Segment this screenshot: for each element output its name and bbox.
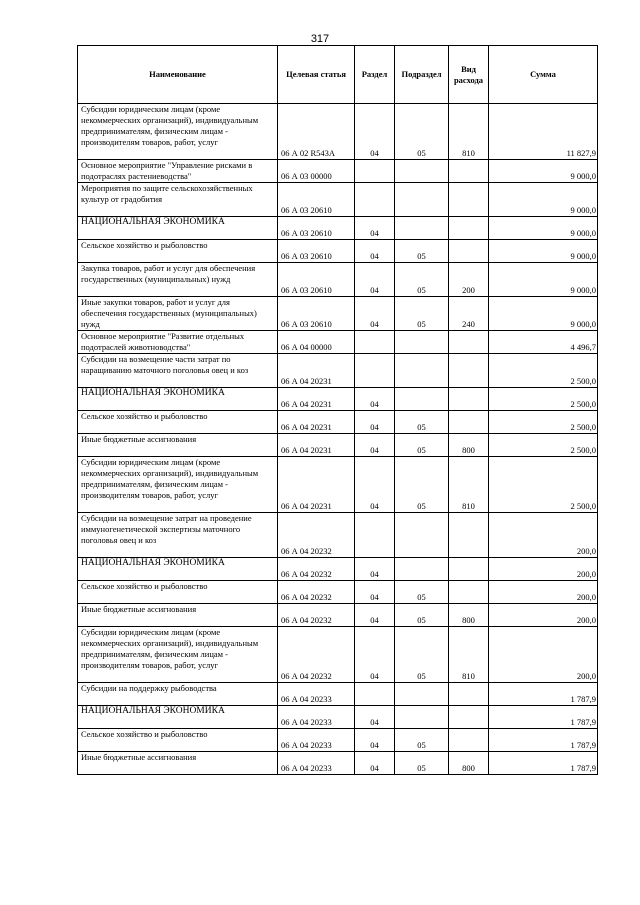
row-name-cell: НАЦИОНАЛЬНАЯ ЭКОНОМИКА: [78, 558, 278, 581]
row-name-cell: НАЦИОНАЛЬНАЯ ЭКОНОМИКА: [78, 388, 278, 411]
row-name-cell: НАЦИОНАЛЬНАЯ ЭКОНОМИКА: [78, 217, 278, 240]
row-sum-cell: 200,0: [489, 558, 598, 581]
row-kind-cell: 800: [449, 434, 489, 457]
row-section-cell: 04: [355, 752, 395, 775]
header-expense-kind: Вид расхода: [449, 46, 489, 104]
row-name-cell: Субсидии юридическим лицам (кроме некоммерческих организаций), индивидуальным предпринимателям, физическим лицам - производителям товаров, работ, услуг: [78, 104, 278, 160]
row-kind-cell: [449, 354, 489, 388]
row-name-cell: Субсидии на поддержку рыбоводства: [78, 683, 278, 706]
row-sum-cell: 1 787,9: [489, 683, 598, 706]
row-sum-cell: 9 000,0: [489, 240, 598, 263]
row-section-cell: 04: [355, 297, 395, 331]
row-subsection-cell: [395, 217, 449, 240]
table-row: [78, 581, 598, 604]
table-row: [78, 729, 598, 752]
row-section-cell: [355, 183, 395, 217]
row-kind-cell: [449, 706, 489, 729]
row-name-cell: Сельское хозяйство и рыболовство: [78, 411, 278, 434]
row-subsection-cell: [395, 183, 449, 217]
row-subsection-cell: 05: [395, 411, 449, 434]
row-subsection-cell: 05: [395, 104, 449, 160]
row-kind-cell: 800: [449, 752, 489, 775]
row-kind-cell: [449, 160, 489, 183]
row-section-cell: [355, 160, 395, 183]
row-target-cell: 06 А 04 20233: [278, 683, 355, 706]
row-subsection-cell: 05: [395, 457, 449, 513]
row-section-cell: 04: [355, 729, 395, 752]
budget-table: [77, 45, 598, 775]
row-subsection-cell: [395, 558, 449, 581]
header-sum: Сумма: [489, 46, 598, 104]
row-subsection-cell: 05: [395, 729, 449, 752]
row-name-cell: Иные бюджетные ассигнования: [78, 604, 278, 627]
row-sum-cell: 200,0: [489, 513, 598, 558]
table-row: [78, 354, 598, 388]
row-name-cell: Субсидии юридическим лицам (кроме некоммерческих организаций), индивидуальным предпринимателям, физическим лицам - производителям товаров, работ, услуг: [78, 457, 278, 513]
row-sum-cell: 2 500,0: [489, 354, 598, 388]
row-subsection-cell: [395, 331, 449, 354]
header-subsection: Подраздел: [395, 46, 449, 104]
row-sum-cell: 2 500,0: [489, 411, 598, 434]
row-subsection-cell: [395, 683, 449, 706]
table-row: [78, 706, 598, 729]
row-section-cell: 04: [355, 434, 395, 457]
row-section-cell: 04: [355, 263, 395, 297]
table-row: [78, 411, 598, 434]
table-row: [78, 388, 598, 411]
row-section-cell: 04: [355, 457, 395, 513]
row-sum-cell: 2 500,0: [489, 457, 598, 513]
row-target-cell: 06 А 04 20231: [278, 411, 355, 434]
row-section-cell: [355, 354, 395, 388]
row-target-cell: 06 А 04 00000: [278, 331, 355, 354]
row-target-cell: 06 А 03 20610: [278, 263, 355, 297]
row-kind-cell: 240: [449, 297, 489, 331]
row-sum-cell: 200,0: [489, 627, 598, 683]
row-sum-cell: 1 787,9: [489, 752, 598, 775]
row-target-cell: 06 А 04 20233: [278, 729, 355, 752]
row-target-cell: 06 А 04 20232: [278, 581, 355, 604]
header-section: Раздел: [355, 46, 395, 104]
row-target-cell: 06 А 04 20231: [278, 388, 355, 411]
row-name-cell: Субсидии на возмещение части затрат по наращиванию маточного поголовья овец и коз: [78, 354, 278, 388]
row-name-cell: Иные бюджетные ассигнования: [78, 434, 278, 457]
row-name-cell: Субсидии на возмещение затрат на проведение иммуногенетической экспертизы маточного поголовья овец и коз: [78, 513, 278, 558]
row-sum-cell: 9 000,0: [489, 183, 598, 217]
row-subsection-cell: 05: [395, 297, 449, 331]
page-number: 317: [310, 33, 330, 45]
row-sum-cell: 2 500,0: [489, 434, 598, 457]
row-target-cell: 06 А 04 20233: [278, 706, 355, 729]
table-row: [78, 683, 598, 706]
row-subsection-cell: [395, 388, 449, 411]
row-kind-cell: 810: [449, 457, 489, 513]
row-section-cell: 04: [355, 581, 395, 604]
row-subsection-cell: [395, 513, 449, 558]
row-target-cell: 06 А 04 20232: [278, 513, 355, 558]
row-section-cell: [355, 513, 395, 558]
row-section-cell: 04: [355, 217, 395, 240]
row-section-cell: 04: [355, 706, 395, 729]
row-subsection-cell: [395, 354, 449, 388]
row-target-cell: 06 А 04 20233: [278, 752, 355, 775]
table-row: [78, 160, 598, 183]
row-target-cell: 06 А 04 20231: [278, 434, 355, 457]
row-kind-cell: [449, 240, 489, 263]
row-section-cell: [355, 331, 395, 354]
row-name-cell: Иные бюджетные ассигнования: [78, 752, 278, 775]
row-name-cell: Основное мероприятие "Развитие отдельных подотраслей животноводства": [78, 331, 278, 354]
row-kind-cell: [449, 729, 489, 752]
row-name-cell: Субсидии юридическим лицам (кроме некоммерческих организаций), индивидуальным предпринимателям, физическим лицам - производителям товаров, работ, услуг: [78, 627, 278, 683]
table-row: [78, 752, 598, 775]
row-subsection-cell: [395, 706, 449, 729]
row-target-cell: 06 А 03 20610: [278, 217, 355, 240]
row-target-cell: 06 А 04 20232: [278, 558, 355, 581]
header-name: Наименование: [78, 46, 278, 104]
row-subsection-cell: 05: [395, 263, 449, 297]
row-kind-cell: [449, 683, 489, 706]
row-subsection-cell: 05: [395, 581, 449, 604]
table-row: [78, 513, 598, 558]
row-kind-cell: [449, 513, 489, 558]
row-section-cell: 04: [355, 104, 395, 160]
row-sum-cell: 1 787,9: [489, 729, 598, 752]
row-name-cell: Иные закупки товаров, работ и услуг для обеспечения государственных (муниципальных) нужд: [78, 297, 278, 331]
row-target-cell: 06 А 02 R543A: [278, 104, 355, 160]
table-row: [78, 240, 598, 263]
row-kind-cell: 810: [449, 104, 489, 160]
table-header-row: [78, 46, 598, 104]
row-kind-cell: [449, 217, 489, 240]
row-sum-cell: 9 000,0: [489, 297, 598, 331]
row-sum-cell: 4 496,7: [489, 331, 598, 354]
row-target-cell: 06 А 03 20610: [278, 297, 355, 331]
row-sum-cell: 200,0: [489, 581, 598, 604]
row-subsection-cell: [395, 160, 449, 183]
row-kind-cell: 200: [449, 263, 489, 297]
table-row: [78, 183, 598, 217]
row-subsection-cell: 05: [395, 752, 449, 775]
row-kind-cell: [449, 558, 489, 581]
row-kind-cell: 800: [449, 604, 489, 627]
row-name-cell: Сельское хозяйство и рыболовство: [78, 240, 278, 263]
row-name-cell: НАЦИОНАЛЬНАЯ ЭКОНОМИКА: [78, 706, 278, 729]
table-row: [78, 263, 598, 297]
row-name-cell: Мероприятия по защите сельскохозяйственных культур от градобития: [78, 183, 278, 217]
row-sum-cell: 11 827,9: [489, 104, 598, 160]
row-name-cell: Закупка товаров, работ и услуг для обеспечения государственных (муниципальных) нужд: [78, 263, 278, 297]
row-section-cell: 04: [355, 411, 395, 434]
row-target-cell: 06 А 03 20610: [278, 240, 355, 263]
row-sum-cell: 9 000,0: [489, 160, 598, 183]
row-target-cell: 06 А 04 20232: [278, 604, 355, 627]
row-section-cell: [355, 683, 395, 706]
row-subsection-cell: 05: [395, 240, 449, 263]
table-row: [78, 558, 598, 581]
row-subsection-cell: 05: [395, 434, 449, 457]
row-subsection-cell: 05: [395, 604, 449, 627]
table-row: [78, 434, 598, 457]
table-row: [78, 217, 598, 240]
row-section-cell: 04: [355, 388, 395, 411]
row-section-cell: 04: [355, 627, 395, 683]
row-target-cell: 06 А 03 20610: [278, 183, 355, 217]
table-row: [78, 627, 598, 683]
row-kind-cell: [449, 581, 489, 604]
row-target-cell: 06 А 04 20231: [278, 457, 355, 513]
row-kind-cell: [449, 388, 489, 411]
row-name-cell: Сельское хозяйство и рыболовство: [78, 581, 278, 604]
row-sum-cell: 200,0: [489, 604, 598, 627]
row-name-cell: Сельское хозяйство и рыболовство: [78, 729, 278, 752]
row-kind-cell: 810: [449, 627, 489, 683]
row-sum-cell: 9 000,0: [489, 217, 598, 240]
table-row: [78, 104, 598, 160]
row-name-cell: Основное мероприятие "Управление рисками в подотраслях растениеводства": [78, 160, 278, 183]
row-target-cell: 06 А 04 20232: [278, 627, 355, 683]
row-sum-cell: 1 787,9: [489, 706, 598, 729]
table-row: [78, 297, 598, 331]
row-sum-cell: 9 000,0: [489, 263, 598, 297]
table-row: [78, 457, 598, 513]
row-kind-cell: [449, 331, 489, 354]
table-row: [78, 331, 598, 354]
row-target-cell: 06 А 03 00000: [278, 160, 355, 183]
row-kind-cell: [449, 183, 489, 217]
row-section-cell: 04: [355, 240, 395, 263]
row-section-cell: 04: [355, 604, 395, 627]
row-sum-cell: 2 500,0: [489, 388, 598, 411]
row-target-cell: 06 А 04 20231: [278, 354, 355, 388]
table-row: [78, 604, 598, 627]
row-section-cell: 04: [355, 558, 395, 581]
row-subsection-cell: 05: [395, 627, 449, 683]
row-kind-cell: [449, 411, 489, 434]
header-target-article: Целевая статья: [278, 46, 355, 104]
